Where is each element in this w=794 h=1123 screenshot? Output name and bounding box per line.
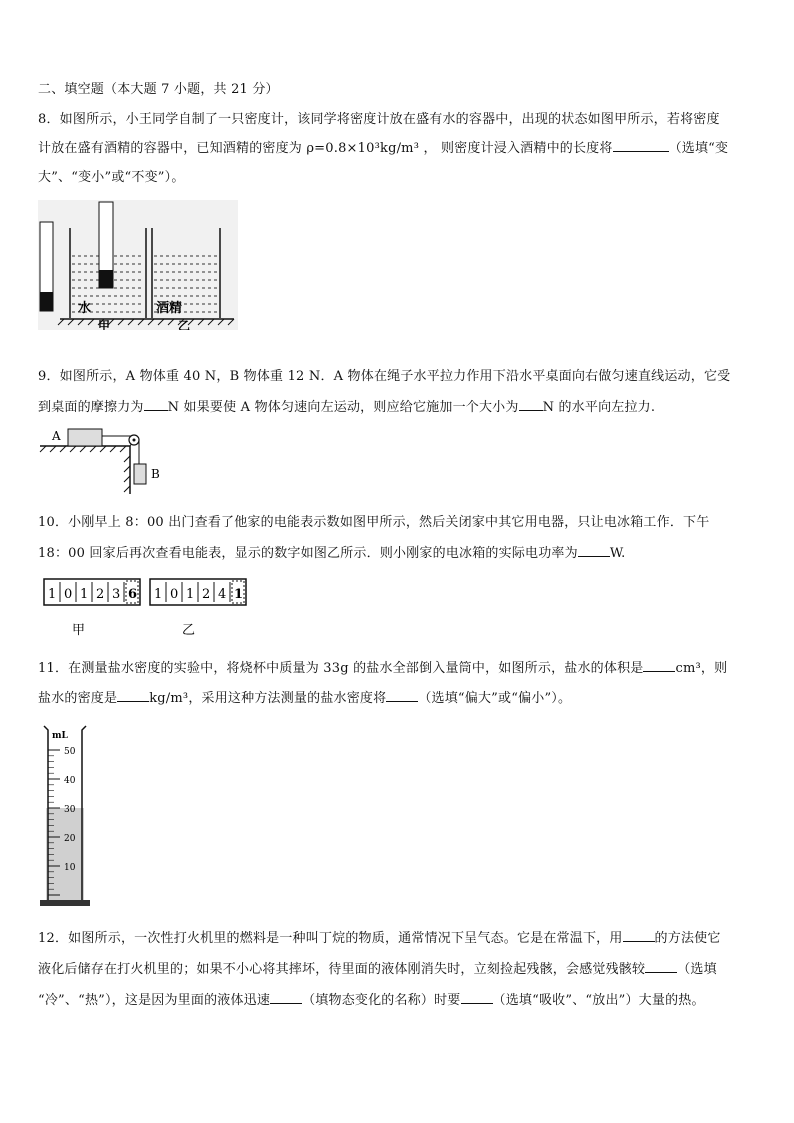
q10-figure-meters — [38, 572, 258, 642]
meter-jia-digit-3: 1 — [80, 587, 89, 602]
q12-text-a: 12．如图所示，一次性打火机里的燃料是一种叫丁烷的物质，通常情况下呈气态。它是在常温下，用 — [38, 931, 623, 946]
block-a — [68, 429, 102, 446]
q11-answer-blank-2[interactable] — [117, 689, 149, 702]
cylinder-tick-10: 10 — [64, 863, 76, 873]
q12-text-b3: （填物态变化的名称）时要 — [302, 993, 461, 1008]
q12-line-1 — [38, 927, 721, 946]
q9-answer-blank-2[interactable] — [519, 398, 543, 411]
cylinder-tick-20: 20 — [64, 834, 76, 844]
q12-text-c3: （选填“吸收”、“放出”）大量的热。 — [492, 993, 705, 1008]
label-alcohol: 酒精 — [156, 301, 183, 316]
q11-text-a: 11．在测量盐水密度的实验中，将烧杯中质量为 33g 的盐水全部倒入量筒中，如图所示，盐水的体积是 — [38, 661, 644, 676]
q11-text-b: cm³，则 — [675, 661, 728, 676]
cylinder-tick-40: 40 — [64, 776, 76, 786]
q12-text-b: 的方法使它 — [654, 931, 721, 946]
meter-jia-digit-6: 6 — [128, 587, 138, 602]
q12-answer-blank-4[interactable] — [461, 991, 493, 1004]
q12-answer-blank-1[interactable] — [623, 929, 655, 942]
q10-line-1: 10．小刚早上 8：00 出门查看了他家的电能表示数如图甲所示，然后关闭家中其它用电器，只让电冰箱工作．下午 — [38, 515, 710, 530]
q12-answer-blank-3[interactable] — [270, 991, 302, 1004]
q10-answer-blank[interactable] — [578, 544, 610, 557]
meter-yi-digit-2: 0 — [170, 587, 179, 602]
meter-yi-digit-6: 1 — [234, 587, 244, 602]
meter-yi-label: 乙 — [182, 623, 196, 638]
q9-line-1: 9．如图所示，A 物体重 40 N，B 物体重 12 N．A 物体在绳子水平拉力作用下沿水平桌面向右做匀速直线运动，它受 — [38, 369, 731, 384]
q11-answer-blank-3[interactable] — [386, 689, 418, 702]
q10-text-b: W. — [609, 546, 626, 561]
q8-line-3: 大”、“变小”或“不变”）。 — [38, 170, 185, 185]
meter-yi-digit-3: 1 — [186, 587, 195, 602]
q9-text-a: 到桌面的摩擦力为 — [38, 400, 144, 415]
q8-figure-hydrometer — [38, 200, 238, 330]
meter-jia-digit-1: 1 — [48, 587, 57, 602]
q8-answer-blank[interactable] — [613, 139, 669, 152]
meter-yi-digit-5: 4 — [218, 587, 227, 602]
q8-line-2 — [38, 137, 728, 156]
q12-text-a3: “冷”、“热”），这是因为里面的液体迅速 — [38, 993, 271, 1008]
q12-answer-blank-2[interactable] — [645, 960, 677, 973]
label-jia: 甲 — [98, 319, 111, 330]
q12-line-3 — [38, 989, 705, 1008]
label-yi: 乙 — [178, 319, 191, 330]
q11-text-a2: 盐水的密度是 — [38, 691, 118, 706]
q11-line-1 — [38, 657, 727, 676]
cylinder-tick-50: 50 — [64, 747, 76, 757]
q11-text-c2: （选填“偏大”或“偏小”）。 — [418, 691, 572, 706]
q8-line-1: 8．如图所示，小王同学自制了一只密度计，该同学将密度计放在盛有水的容器中，出现的状态如图甲所示，若将密度 — [38, 112, 720, 127]
cylinder-base — [40, 900, 90, 906]
q11-line-2 — [38, 687, 571, 706]
label-b: B — [151, 467, 160, 481]
q12-text-b2: （选填 — [677, 962, 717, 977]
cylinder-unit: mL — [52, 731, 68, 741]
q11-figure-graduated-cylinder — [38, 720, 98, 910]
q9-figure-pulley — [38, 422, 168, 496]
q9-text-b: N 如果要使 A 物体匀速向左运动，则应给它施加一个大小为 — [167, 400, 519, 415]
meter-yi-digit-1: 1 — [154, 587, 163, 602]
q8-text-b: （选填“变 — [668, 141, 729, 156]
q12-text-a2: 液化后储存在打火机里的；如果不小心将其摔坏，待里面的液体刚消失时，立刻捡起残骸，会感觉残骸较 — [38, 962, 646, 977]
meter-jia-label: 甲 — [72, 623, 86, 638]
label-water: 水 — [78, 301, 92, 316]
block-b — [134, 464, 146, 484]
meter-jia-digit-4: 2 — [96, 587, 105, 602]
q11-text-b2: kg/m³，采用这种方法测量的盐水密度将 — [149, 691, 387, 706]
q10-line-2 — [38, 542, 625, 561]
label-a: A — [52, 429, 61, 443]
q9-text-c: N 的水平向左拉力. — [542, 400, 656, 415]
q9-line-2 — [38, 396, 655, 415]
q12-line-2 — [38, 958, 717, 977]
q10-text-a: 18：00 回家后再次查看电能表，显示的数字如图乙所示．则小刚家的电冰箱的实际电功率为 — [38, 546, 578, 561]
q11-answer-blank-1[interactable] — [643, 659, 675, 672]
q8-text-a: 计放在盛有酒精的容器中，已知酒精的密度为 ρ=0.8×10³kg/m³ ， 则密度计浸入酒精中的长度将 — [38, 141, 613, 156]
q9-answer-blank-1[interactable] — [144, 398, 168, 411]
cylinder-tick-30: 30 — [64, 805, 76, 815]
meter-yi-digit-4: 2 — [202, 587, 211, 602]
meter-jia-digit-2: 0 — [64, 587, 73, 602]
meter-jia-digit-5: 3 — [112, 587, 121, 602]
section-header: 二、填空题（本大题 7 小题，共 21 分） — [38, 82, 279, 97]
